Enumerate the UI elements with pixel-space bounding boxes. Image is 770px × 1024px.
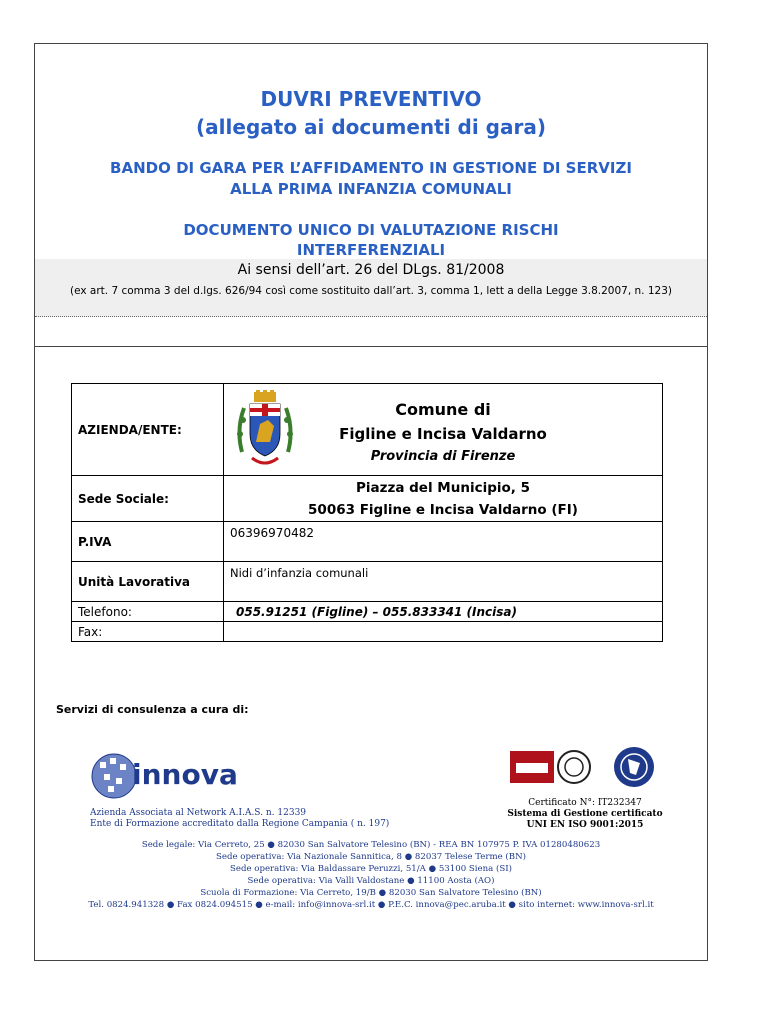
fax-label: Fax: [72, 622, 224, 642]
azienda-label: AZIENDA/ENTE: [72, 384, 224, 476]
certificate-system: Sistema di Gestione certificato [507, 809, 663, 819]
innova-logo-text: innova [132, 758, 238, 791]
legal-reference-band [35, 259, 707, 317]
azienda-value-cell [224, 384, 663, 476]
legal-reference: Ai sensi dell’art. 26 del DLgs. 81/2008 [237, 262, 505, 278]
table-row [72, 602, 663, 622]
duvri-heading-line1: DOCUMENTO UNICO DI VALUTAZIONE RISCHI [183, 221, 559, 239]
telefono-label: Telefono: [72, 602, 224, 622]
document-title: DUVRI PREVENTIVO [260, 87, 482, 111]
piva-label: P.IVA [72, 522, 224, 562]
header-section [35, 44, 707, 347]
telefono-value: 055.91251 (Figline) – 055.833341 (Incisa) [224, 602, 663, 622]
legal-reference-detail: (ex art. 7 comma 3 del d.lgs. 626/94 così come sostituito dall’art. 3, comma 1, lett a della Legge 3.8.2007, n. 123) [70, 285, 672, 297]
footer-sede-operativa-1: Sede operativa: Via Nazionale Sannitica, 8 ● 82037 Telese Terme (BN) [216, 852, 526, 862]
table-row [72, 476, 663, 522]
unita-label: Unità Lavorativa [72, 562, 224, 602]
footer-scuola: Scuola di Formazione: Via Cerreto, 19/B ● 82030 San Salvatore Telesino (BN) [200, 888, 542, 898]
certificate-number: Certificato N°: IT232347 [528, 798, 642, 808]
bando-heading-line1: BANDO DI GARA PER L’AFFIDAMENTO IN GESTIONE DI SERVIZI [110, 159, 632, 177]
table-row [72, 622, 663, 642]
footer-sede-operativa-3: Sede operativa: Via Valli Valdostane ● 11100 Aosta (AO) [247, 876, 495, 886]
consulenza-label: Servizi di consulenza a cura di: [56, 703, 249, 716]
innova-globe-logo [92, 754, 136, 798]
unita-value: Nidi d’infanzia comunali [224, 562, 663, 602]
comune-crest-icon [234, 390, 296, 474]
certificate-standard: UNI EN ISO 9001:2015 [526, 820, 644, 830]
sede-address-line1: Piazza del Municipio, 5 [355, 479, 530, 496]
sede-value-cell [224, 476, 663, 522]
footer-sede-operativa-2: Sede operativa: Via Baldassare Peruzzi, 51/A ● 53100 Siena (SI) [230, 864, 512, 874]
bando-heading-line2: ALLA PRIMA INFANZIA COMUNALI [230, 180, 512, 198]
comune-name-line2: Figline e Incisa Valdarno [339, 424, 547, 443]
table-row [72, 522, 663, 562]
fax-value [224, 622, 663, 642]
duvri-heading-line2: INTERFERENZIALI [296, 241, 446, 259]
innova-association: Azienda Associata al Network A.I.A.S. n. 12339 [90, 808, 307, 818]
comune-name-line1: Comune di [395, 399, 491, 419]
innova-logo [86, 748, 246, 806]
footer-sede-legale: Sede legale: Via Cerreto, 25 ● 82030 San Salvatore Telesino (BN) - REA BN 107975 P. IVA 01280480623 [141, 840, 601, 850]
table-row [72, 562, 663, 602]
sede-address-line2: 50063 Figline e Incisa Valdarno (FI) [308, 501, 578, 518]
piva-value: 06396970482 [224, 522, 663, 562]
document-subtitle: (allegato ai documenti di gara) [196, 115, 546, 139]
sede-label: Sede Sociale: [72, 476, 224, 522]
innova-accreditation: Ente di Formazione accreditato dalla Regione Campania ( n. 197) [90, 819, 390, 829]
certification-logos [510, 745, 660, 791]
provincia: Provincia di Firenze [370, 448, 516, 464]
table-row [72, 384, 663, 476]
footer-contacts: Tel. 0824.941328 ● Fax 0824.094515 ● e-mail: info@innova-srl.it ● P.E.C. innova@pec.aruba.it ● sito internet: www.innova-srl.it [88, 900, 654, 910]
company-info-table [71, 383, 663, 642]
